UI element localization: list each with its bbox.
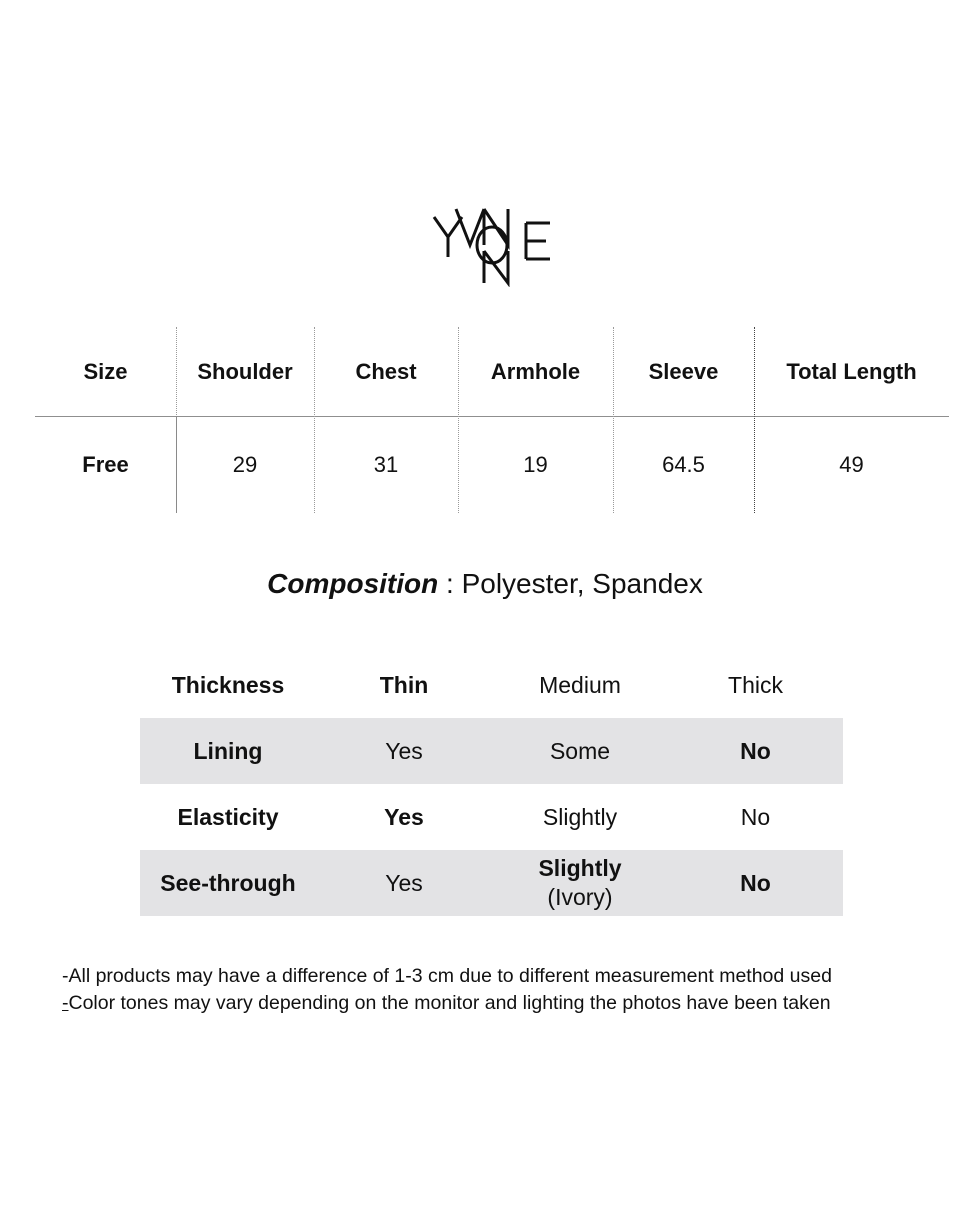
fabric-option — [668, 850, 843, 916]
fabric-option-note: (Ivory) — [547, 884, 613, 910]
yvonne-monogram-logo — [430, 205, 554, 287]
size-table-cell: 49 — [839, 452, 864, 477]
composition-separator: : — [438, 568, 462, 599]
size-table-cell: 64.5 — [662, 452, 705, 477]
fabric-option-selected: No — [740, 869, 771, 896]
fabric-option — [492, 784, 668, 850]
fabric-option — [668, 784, 843, 850]
fabric-option-text: Yes — [385, 869, 423, 896]
size-table-column-divider — [613, 327, 614, 513]
fabric-row-label: Lining — [193, 737, 263, 764]
note-color — [62, 990, 962, 1017]
fabric-row-label: Elasticity — [177, 803, 279, 830]
note-color-dash: - — [62, 992, 69, 1014]
size-table-size-value: Free — [82, 452, 129, 477]
composition-label: Composition — [267, 568, 439, 599]
brand-logo — [430, 205, 554, 287]
size-table-row-header-divider — [176, 416, 177, 513]
fabric-option-text: Some — [549, 737, 611, 764]
fabric-row-lining — [140, 718, 843, 784]
size-table-header-3: Armhole — [490, 359, 581, 384]
composition-value: Polyester, Spandex — [461, 568, 703, 599]
fabric-option — [492, 850, 668, 916]
fabric-option — [316, 850, 492, 916]
fabric-option-text: Thick — [728, 671, 783, 698]
fabric-row-label: See-through — [160, 869, 296, 896]
fabric-option-text: No — [740, 803, 771, 830]
size-table-cell: 19 — [523, 452, 548, 477]
size-table-header-1: Shoulder — [197, 359, 293, 384]
fabric-option-selected: No — [740, 737, 771, 764]
size-table-column-divider — [458, 327, 459, 513]
fabric-option-text: Yes — [385, 737, 423, 764]
fabric-row-thickness — [140, 652, 843, 718]
fabric-option — [668, 718, 843, 784]
size-table-cell: 29 — [232, 452, 258, 477]
composition-line — [0, 564, 970, 604]
fabric-row-label: Thickness — [171, 671, 285, 698]
size-table-header-0: Size — [83, 359, 128, 384]
size-table-column-divider — [314, 327, 315, 513]
fabric-option-text: Medium — [539, 671, 621, 698]
fabric-option-selected: Slightly — [538, 855, 622, 881]
fabric-row-elasticity — [140, 784, 843, 850]
size-table-header-5: Total Length — [786, 359, 917, 384]
fabric-option — [492, 652, 668, 718]
fabric-option — [316, 784, 492, 850]
note-color-text: Color tones may vary depending on the monitor and lighting the photos have been taken — [68, 992, 831, 1014]
fabric-option — [668, 652, 843, 718]
size-table-column-divider — [754, 327, 755, 513]
fabric-option-selected: Thin — [379, 671, 429, 698]
disclaimer-notes — [62, 963, 962, 1017]
size-table-header-4: Sleeve — [648, 359, 719, 384]
fabric-row-see-through — [140, 850, 843, 916]
size-table-cell: 31 — [373, 452, 399, 477]
fabric-option — [316, 652, 492, 718]
fabric-option — [492, 718, 668, 784]
size-table — [35, 327, 949, 513]
fabric-properties-table — [140, 652, 843, 916]
fabric-option-selected: Yes — [384, 803, 424, 830]
note-measurement: -All products may have a difference of 1-3 cm due to different measurement method used — [62, 965, 832, 987]
size-table-header-2: Chest — [355, 359, 417, 384]
fabric-option-text: Slightly — [542, 803, 618, 830]
fabric-option — [316, 718, 492, 784]
